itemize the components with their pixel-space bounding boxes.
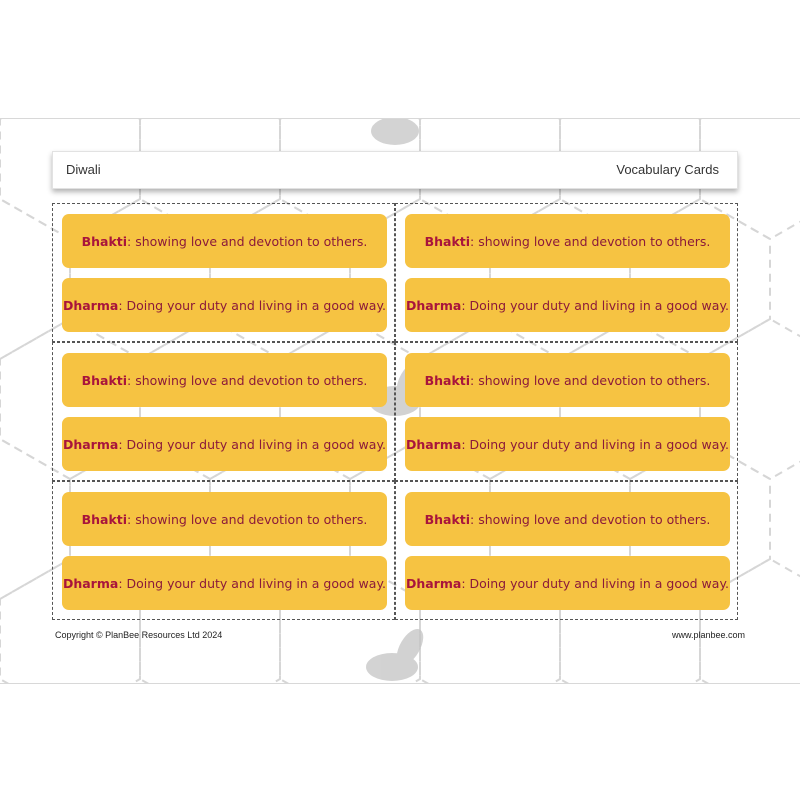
vocabulary-card-bhakti <box>405 214 730 268</box>
vocabulary-card-bhakti <box>62 353 387 407</box>
vocabulary-card-dharma <box>405 278 730 332</box>
term: Dharma <box>62 436 119 452</box>
term: Dharma <box>62 297 119 313</box>
definition: : showing love and devotion to others. <box>127 372 368 388</box>
vocabulary-card-dharma <box>405 417 730 471</box>
definition: : showing love and devotion to others. <box>470 511 711 527</box>
card-sheet-cell <box>395 203 738 342</box>
vocabulary-card-dharma <box>62 556 387 610</box>
card-sheet-cell <box>52 342 395 481</box>
term: Bhakti <box>81 372 128 388</box>
definition: : Doing your duty and living in a good way. <box>118 575 387 591</box>
definition: : Doing your duty and living in a good way. <box>118 436 387 452</box>
definition: : showing love and devotion to others. <box>127 233 368 249</box>
vocabulary-card-dharma <box>62 417 387 471</box>
copyright-text: Copyright © PlanBee Resources Ltd 2024 <box>55 630 223 640</box>
definition: : showing love and devotion to others. <box>470 233 711 249</box>
vocabulary-card-dharma <box>405 556 730 610</box>
term: Dharma <box>62 575 119 591</box>
card-sheet-cell <box>395 342 738 481</box>
definition: : showing love and devotion to others. <box>127 511 368 527</box>
card-sheet-cell <box>52 481 395 620</box>
definition: : showing love and devotion to others. <box>470 372 711 388</box>
vocabulary-card-bhakti <box>62 492 387 546</box>
resource-subtitle: Vocabulary Cards <box>616 162 719 177</box>
vocabulary-card-dharma <box>62 278 387 332</box>
vocabulary-card-bhakti <box>62 214 387 268</box>
definition: : Doing your duty and living in a good way. <box>461 575 730 591</box>
card-sheet-cell <box>395 481 738 620</box>
term: Bhakti <box>424 372 471 388</box>
topic-title: Diwali <box>66 162 101 177</box>
definition: : Doing your duty and living in a good way. <box>461 297 730 313</box>
term: Bhakti <box>81 233 128 249</box>
term: Bhakti <box>424 511 471 527</box>
vocabulary-card-bhakti <box>405 492 730 546</box>
definition: : Doing your duty and living in a good way. <box>461 436 730 452</box>
term: Bhakti <box>424 233 471 249</box>
worksheet-page <box>0 118 800 684</box>
term: Dharma <box>405 575 462 591</box>
term: Bhakti <box>81 511 128 527</box>
vocabulary-card-grid <box>52 203 738 621</box>
page-header <box>52 151 738 189</box>
term: Dharma <box>405 297 462 313</box>
vocabulary-card-bhakti <box>405 353 730 407</box>
definition: : Doing your duty and living in a good way. <box>118 297 387 313</box>
website-link[interactable]: www.planbee.com <box>671 630 745 640</box>
term: Dharma <box>405 436 462 452</box>
card-sheet-cell <box>52 203 395 342</box>
